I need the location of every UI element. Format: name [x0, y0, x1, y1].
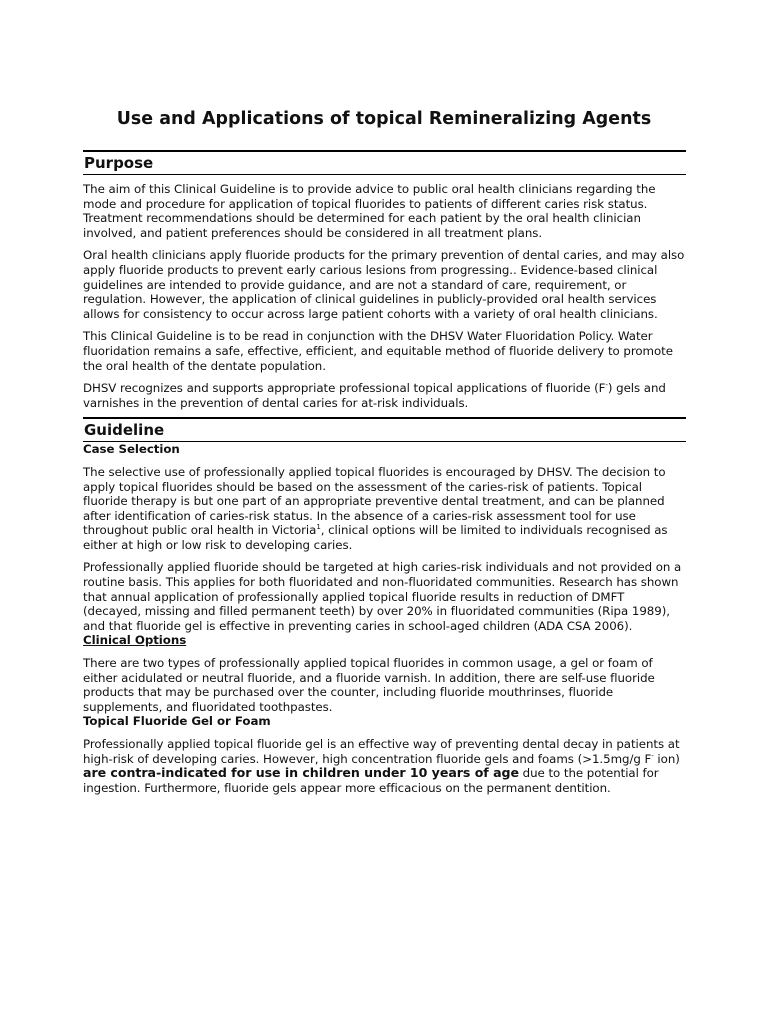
gel-or-foam-text-a: Professionally applied topical fluoride gel is an effective way of preventing dental decay in patients at high-risk of developing caries. However, high concentration fluoride gels and foams (>1.5mg/g F [83, 737, 680, 766]
case-selection-paragraph-1-text-b: , clinical options will be limited to individuals recognised as either at high or low risk to developing caries. [83, 523, 668, 552]
subheading-gel-or-foam: Topical Fluoride Gel or Foam [83, 714, 271, 729]
section-heading-purpose: Purpose [83, 150, 686, 175]
clinical-options-paragraph-1: There are two types of professionally applied topical fluorides in common usage, a gel or foam of either acidulated or neutral fluoride, and a fluoride varnish. In addition, there are self-use fluoride products that may be purchased over the counter, including fluoride mouthrinses, fluoride supplements, and fluoridated toothpastes. [83, 656, 655, 714]
case-selection-paragraph-1-text-a: The selective use of professionally applied topical fluorides is encouraged by DHSV. The decision to apply topical fluorides should be based on the assessment of the caries-risk of patients. Topical fluoride therapy is but one part of an appropriate preventive dental treatment, and can be planned after identification of caries-risk status. In the absence of a caries-risk assessment tool for use throughout public oral health in Victoria [83, 464, 666, 538]
purpose-paragraph-4-text-b: ) gels and varnishes in the prevention of dental caries for at-risk individuals. [83, 381, 666, 410]
document-title: Use and Applications of topical Remineralizing Agents [116, 109, 652, 129]
purpose-paragraph-2: Oral health clinicians apply fluoride products for the primary prevention of dental caries, and may also apply fluoride products to prevent early carious lesions from progressing.. Evidence-based clinical guidelines are intended to provide guidance, and are not a standard of care, requirement, or regulation. However, the application of clinical guidelines in publicly-provided oral health services allows for consistency to occur across large patient cohorts with a variety of oral health clinicians. [83, 248, 685, 321]
gel-or-foam-text-b: ion) [653, 751, 680, 766]
superscript-minus: - [605, 381, 608, 390]
purpose-paragraph-4 [83, 381, 686, 410]
purpose-paragraph-1: The aim of this Clinical Guideline is to provide advice to public oral health clinicians regarding the mode and procedure for application of topical fluorides to patients of different caries risk status. Treatment recommendations should be determined for each patient by the oral health clinician involved, and patient preferences should be considered in all treatment plans. [83, 182, 656, 240]
section-heading-guideline: Guideline [83, 417, 686, 442]
subheading-case-selection: Case Selection [83, 442, 180, 457]
subheading-clinical-options: Clinical Options [83, 633, 187, 648]
purpose-paragraph-3: This Clinical Guideline is to be read in conjunction with the DHSV Water Fluoridation Policy. Water fluoridation remains a safe, effective, efficient, and equitable method of fluoride delivery to promote the oral health of the dentate population. [83, 329, 673, 373]
footnote-ref-1: 1 [316, 523, 321, 532]
purpose-paragraph-4-text-a: DHSV recognizes and supports appropriate professional topical applications of fluoride (F [83, 381, 606, 396]
gel-or-foam-paragraph-1 [83, 737, 686, 795]
gel-or-foam-text-c: due to the potential for ingestion. Furthermore, fluoride gels appear more efficacious on the permanent dentition. [83, 766, 659, 795]
gel-or-foam-contraindication: are contra-indicated for use in children under 10 years of age [83, 765, 519, 781]
case-selection-paragraph-1 [83, 465, 686, 553]
document-body [83, 106, 686, 795]
superscript-minus: - [651, 751, 654, 760]
case-selection-paragraph-2: Professionally applied fluoride should be targeted at high caries-risk individuals and not provided on a routine basis. This applies for both fluoridated and non-fluoridated communities. Research has shown that annual application of professionally applied topical fluoride results in reduction of DMFT (decayed, missing and filled permanent teeth) by over 20% in fluoridated communities (Ripa 1989), and that fluoride gel is effective in preventing caries in school-aged children (ADA CSA 2006). [83, 560, 682, 633]
